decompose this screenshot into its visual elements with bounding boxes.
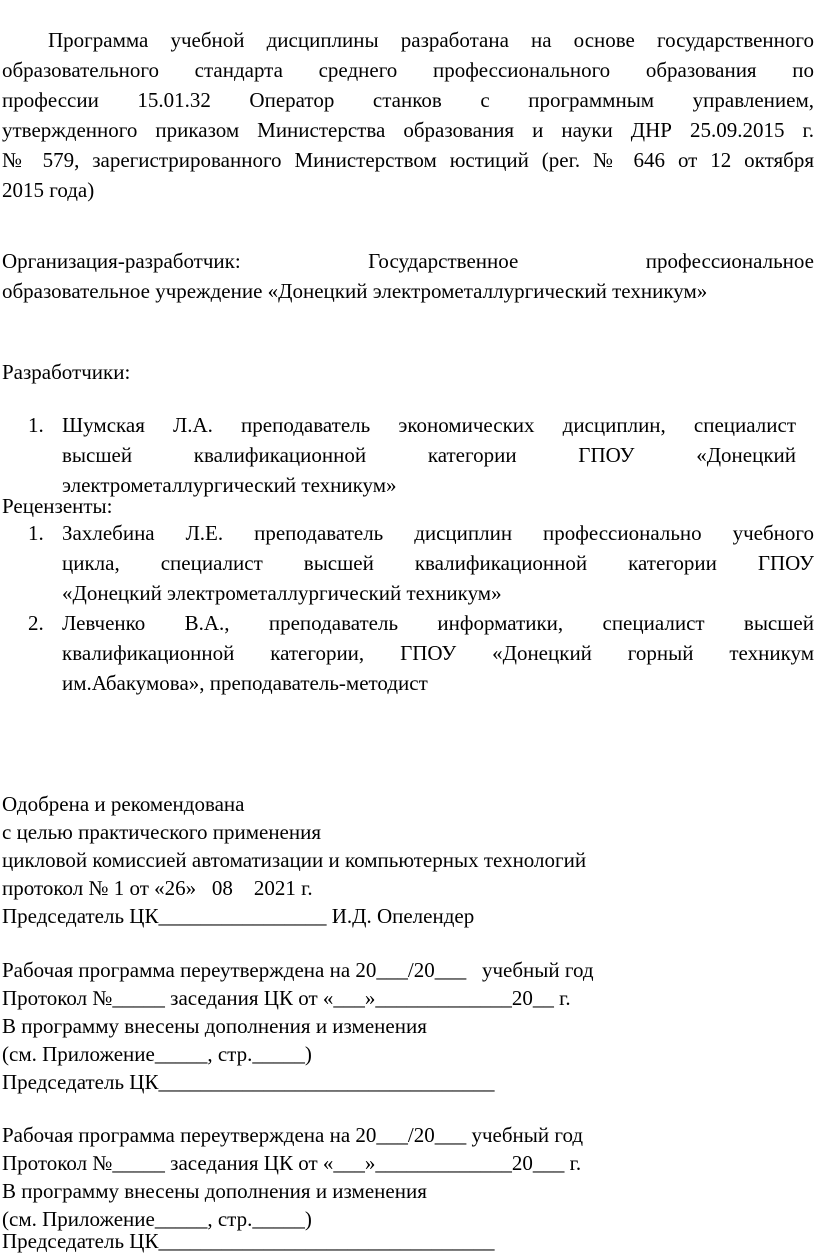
reapproval-line: Председатель ЦК________________________________ bbox=[2, 1070, 495, 1094]
developer-line: высшей квалификационной категории ГПОУ «Донецкий bbox=[62, 443, 796, 467]
reviewers-heading: Рецензенты: bbox=[2, 494, 113, 518]
reviewer-line: Левченко В.А., преподаватель информатики, специалист высшей bbox=[62, 611, 814, 635]
reapproval-line: Председатель ЦК________________________________ bbox=[2, 1229, 495, 1253]
list-number: 1. bbox=[28, 413, 44, 437]
reapproval-line: Протокол №_____ заседания ЦК от «___»_____________20__ г. bbox=[2, 986, 571, 1010]
developer-line: Шумская Л.А. преподаватель экономических дисциплин, специалист bbox=[62, 413, 796, 437]
list-number: 1. bbox=[28, 521, 44, 545]
reapproval-line: В программу внесены дополнения и изменения bbox=[2, 1179, 427, 1203]
intro-line: профессии 15.01.32 Оператор станков с программным управлением, bbox=[2, 88, 814, 112]
reapproval-line: (см. Приложение_____, стр._____) bbox=[2, 1207, 312, 1231]
approval-line: с целью практического применения bbox=[2, 820, 322, 844]
developer-line: электрометаллургический техникум» bbox=[62, 473, 397, 497]
reapproval-line: (см. Приложение_____, стр._____) bbox=[2, 1042, 312, 1066]
approval-line: цикловой комиссией автоматизации и компьютерных технологий bbox=[2, 848, 587, 872]
list-number: 2. bbox=[28, 611, 44, 635]
reapproval-line: Рабочая программа переутверждена на 20___/20___ учебный год bbox=[2, 958, 594, 982]
intro-line: утвержденного приказом Министерства образования и науки ДНР 25.09.2015 г. bbox=[2, 118, 814, 142]
reviewer-line: квалификационной категории, ГПОУ «Донецкий горный техникум bbox=[62, 641, 814, 665]
reapproval-line: Протокол №_____ заседания ЦК от «___»_____________20___ г. bbox=[2, 1151, 582, 1175]
reviewer-line: цикла, специалист высшей квалификационной категории ГПОУ bbox=[62, 551, 814, 575]
organization-line: Организация-разработчик: Государственное профессиональное bbox=[2, 249, 814, 273]
approval-line: протокол № 1 от «26» 08 2021 г. bbox=[2, 876, 313, 900]
reapproval-line: В программу внесены дополнения и изменения bbox=[2, 1014, 427, 1038]
approval-line: Одобрена и рекомендована bbox=[2, 792, 245, 816]
intro-line: Программа учебной дисциплины разработана на основе государственного bbox=[48, 28, 814, 52]
intro-line: № 579, зарегистрированного Министерством юстиций (рег. № 646 от 12 октября bbox=[2, 148, 814, 172]
intro-line: 2015 года) bbox=[2, 178, 95, 202]
intro-line: образовательного стандарта среднего профессионального образования по bbox=[2, 58, 814, 82]
reviewer-line: «Донецкий электрометаллургический техникум» bbox=[62, 581, 502, 605]
reapproval-line: Рабочая программа переутверждена на 20___/20___ учебный год bbox=[2, 1123, 584, 1147]
organization-line: образовательное учреждение «Донецкий электрометаллургический техникум» bbox=[2, 279, 708, 303]
reviewer-line: Захлебина Л.Е. преподаватель дисциплин профессионально учебного bbox=[62, 521, 814, 545]
developers-heading: Разработчики: bbox=[2, 360, 131, 384]
reviewer-line: им.Абакумова», преподаватель-методист bbox=[62, 671, 428, 695]
approval-line: Председатель ЦК________________ И.Д. Опелендер bbox=[2, 904, 475, 928]
